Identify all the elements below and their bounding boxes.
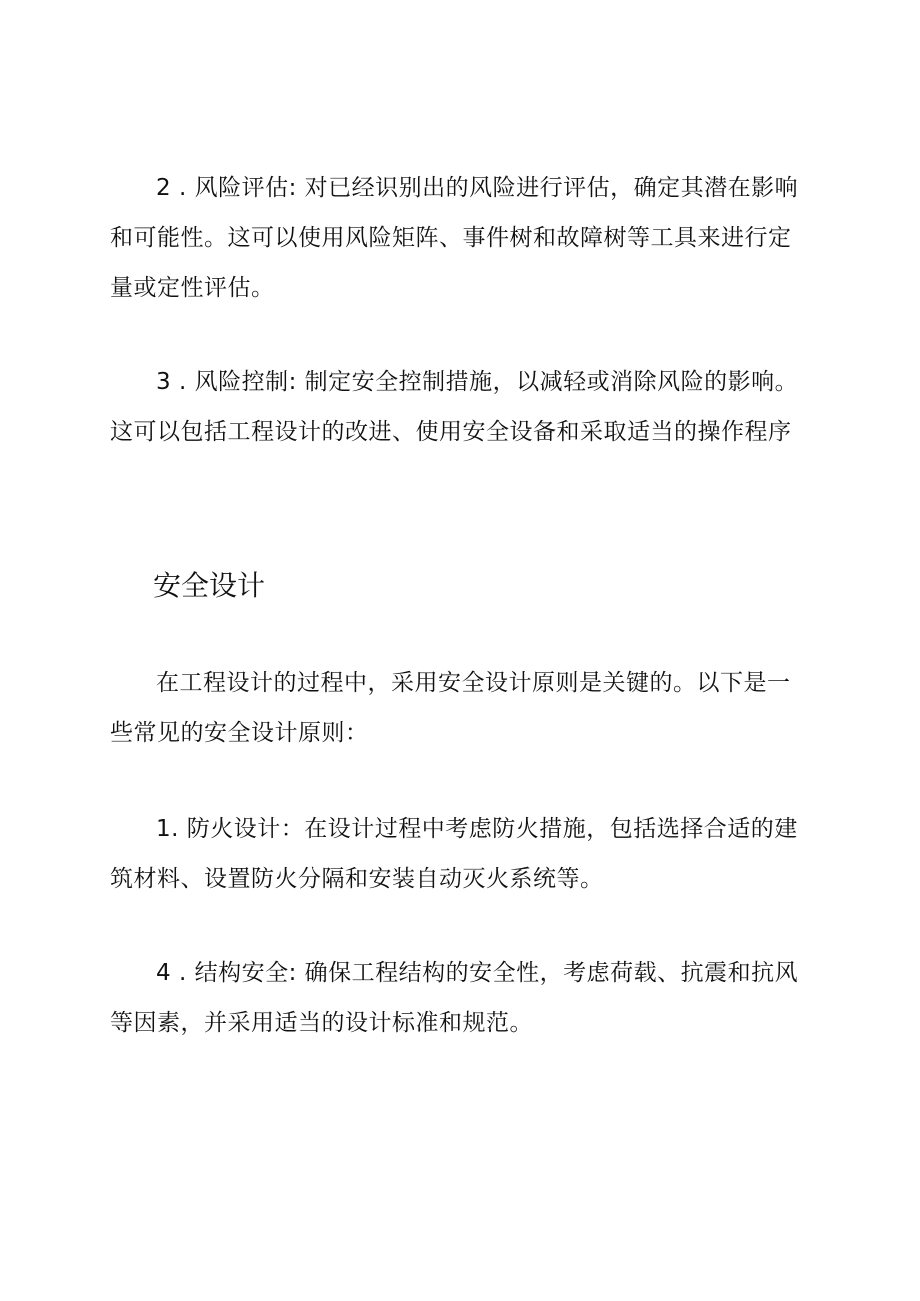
section-title: 安全设计	[153, 569, 266, 602]
paragraph-fire-design: 1. 防火设计：在设计过程中考虑防火措施，包括选择合适的建筑材料、设置防火分隔和安装自动灭火系统等。	[110, 816, 798, 892]
paragraph-risk-control: 3 . 风险控制: 制定安全控制措施，以减轻或消除风险的影响。这可以包括工程设计的改进、使用安全设备和采取适当的操作程序	[110, 369, 799, 445]
paragraph-structural-safety: 4 . 结构安全: 确保工程结构的安全性，考虑荷载、抗震和抗风等因素，并采用适当的设计标准和规范。	[110, 960, 799, 1036]
paragraph-intro: 在工程设计的过程中，采用安全设计原则是关键的。以下是一些常见的安全设计原则：	[110, 670, 791, 746]
paragraph-risk-assessment: 2 . 风险评估: 对已经识别出的风险进行评估，确定其潜在影响和可能性。这可以使用风险矩阵、事件树和故障树等工具来进行定量或定性评估。	[110, 175, 799, 301]
